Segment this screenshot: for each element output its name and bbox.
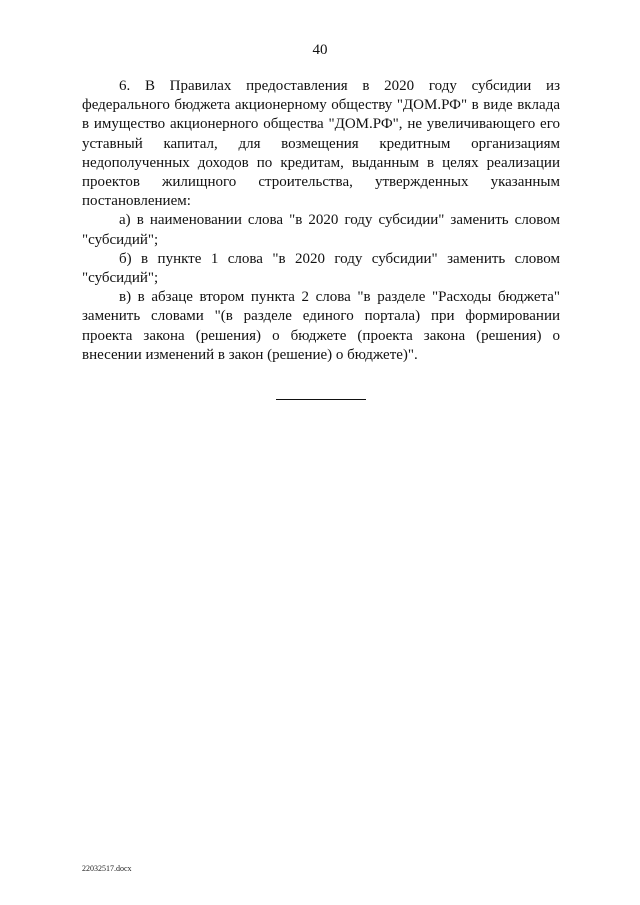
paragraph-subitem-v: в) в абзаце втором пункта 2 слова "в разделе "Расходы бюджета" заменить словами "(в разделе единого портала) при формировании проекта закона (решения) о бюджете (проекта закона (решения) о внесении изменений в закон (решение) о бюджете)". — [82, 289, 560, 363]
page-number: 40 — [312, 42, 328, 58]
paragraph-item-6: 6. В Правилах предоставления в 2020 году субсидии из федерального бюджета акционерному обществу "ДОМ.РФ" в виде вклада в имущество акционерного общества "ДОМ.РФ", не увеличивающего его уставный капитал, для возмещения кредитным организациям недополученных доходов по кредитам, выданным в целях реализации проектов жилищного строительства, утвержденных указанным постановлением: — [82, 78, 560, 210]
paragraph-subitem-a: а) в наименовании слова "в 2020 году субсидии" заменить словом "субсидий"; — [82, 212, 560, 248]
paragraph-subitem-b: б) в пункте 1 слова "в 2020 году субсидии" заменить словом "субсидий"; — [82, 250, 560, 287]
end-divider-line — [276, 399, 366, 400]
document-body — [82, 77, 560, 365]
footer-filename: 22032517.docx — [82, 864, 132, 873]
